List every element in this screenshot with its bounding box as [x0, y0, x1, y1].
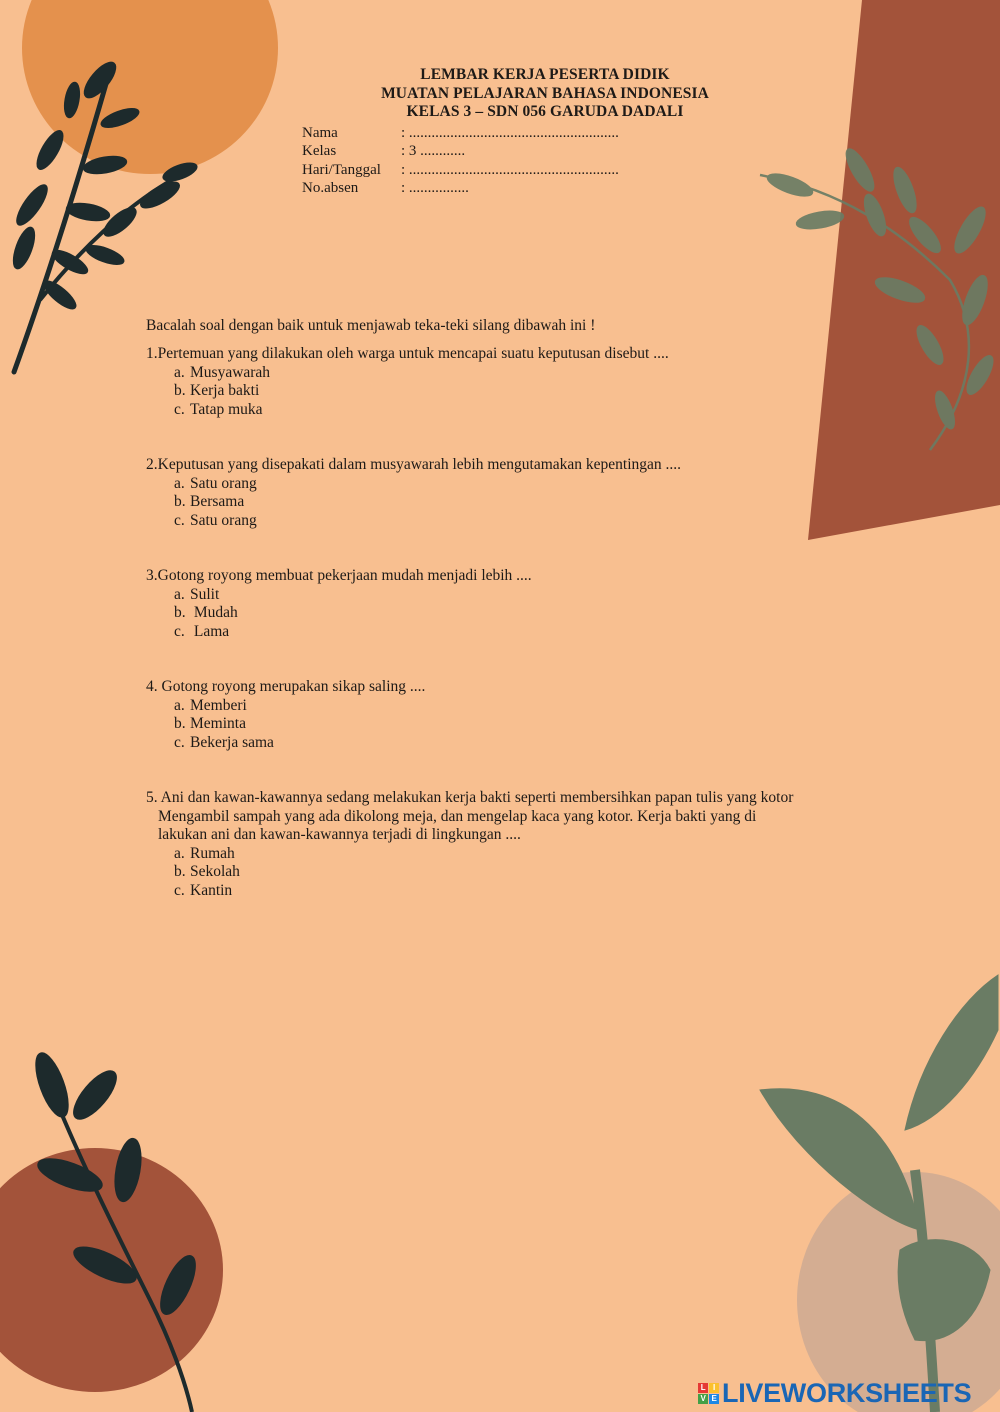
field-nama	[302, 124, 790, 143]
option-c[interactable]	[174, 401, 846, 420]
option-text: Bersama	[190, 493, 245, 510]
liveworksheets-logo-icon	[698, 1383, 719, 1404]
field-no-absen	[302, 179, 790, 198]
question-4	[146, 678, 846, 752]
option-letter: a.	[174, 474, 185, 492]
question-options	[146, 845, 846, 901]
option-c[interactable]	[174, 734, 846, 753]
header-title-line-1: LEMBAR KERJA PESERTA DIDIK	[420, 66, 670, 83]
option-letter: a.	[174, 696, 185, 714]
question-text: 3.Gotong royong membuat pekerjaan mudah menjadi lebih ....	[146, 567, 532, 584]
instruction-text: Bacalah soal dengan baik untuk menjawab teka-teki silang dibawah ini !	[146, 317, 596, 334]
option-text: Bekerja sama	[190, 733, 274, 751]
field-label: Nama	[302, 124, 338, 141]
question-3	[146, 567, 846, 641]
field-value: : ........................................................	[401, 161, 619, 178]
option-a[interactable]	[174, 475, 846, 494]
field-label: Hari/Tanggal	[302, 161, 381, 178]
option-letter: b.	[174, 715, 186, 732]
option-text: Sekolah	[190, 863, 240, 880]
option-letter: b.	[174, 863, 186, 880]
option-a[interactable]	[174, 586, 846, 605]
option-text: Kerja bakti	[190, 382, 260, 399]
student-info-fields	[302, 124, 790, 198]
option-b[interactable]	[174, 863, 846, 882]
question-2	[146, 456, 846, 530]
option-letter: c.	[174, 622, 185, 640]
question-text: 1.Pertemuan yang dilakukan oleh warga untuk mencapai suatu keputusan disebut ....	[146, 345, 669, 362]
option-c[interactable]	[174, 512, 846, 531]
option-a[interactable]	[174, 845, 846, 864]
option-letter: c.	[174, 881, 185, 899]
field-label: No.absen	[302, 180, 359, 196]
option-letter: c.	[174, 400, 185, 418]
option-letter: a.	[174, 363, 185, 381]
logo-mark-letter: L	[698, 1383, 708, 1393]
field-kelas	[302, 142, 790, 161]
option-b[interactable]	[174, 715, 846, 734]
option-letter: a.	[174, 585, 185, 603]
question-options	[146, 697, 846, 753]
question-1	[146, 345, 846, 419]
question-text-continued: lakukan ani dan kawan-kawannya terjadi di lingkungan ....	[158, 826, 521, 843]
question-options	[146, 586, 846, 642]
field-value: : ........................................................	[401, 124, 619, 141]
option-letter: c.	[174, 511, 185, 529]
liveworksheets-logo[interactable]	[698, 1378, 971, 1409]
option-c[interactable]	[174, 623, 846, 642]
option-text: Memberi	[190, 696, 247, 714]
option-text: Mudah	[190, 604, 238, 621]
option-text: Tatap muka	[190, 400, 263, 418]
option-letter: b.	[174, 493, 186, 510]
option-text: Sulit	[190, 585, 220, 603]
logo-mark-letter: V	[698, 1394, 708, 1404]
option-letter: b.	[174, 604, 186, 621]
option-text: Meminta	[190, 715, 246, 732]
worksheet-header	[300, 66, 790, 198]
question-5	[146, 789, 846, 900]
logo-mark-letter: I	[709, 1383, 719, 1393]
question-text: 4. Gotong royong merupakan sikap saling ....	[146, 678, 426, 695]
logo-mark-letter: E	[709, 1394, 719, 1404]
field-label: Kelas	[302, 143, 337, 159]
question-options	[146, 364, 846, 420]
option-b[interactable]	[174, 604, 846, 623]
option-c[interactable]	[174, 882, 846, 901]
option-text: Satu orang	[190, 511, 257, 529]
option-letter: a.	[174, 844, 185, 862]
field-value: : 3 ............	[401, 143, 466, 159]
option-text: Rumah	[190, 844, 235, 862]
field-value: : ................	[401, 180, 469, 196]
question-text-continued: Mengambil sampah yang ada dikolong meja, dan mengelap kaca yang kotor. Kerja bakti yang di	[158, 807, 757, 825]
header-title-line-2: MUATAN PELAJARAN BAHASA INDONESIA	[381, 84, 709, 102]
liveworksheets-logo-text: LIVEWORKSHEETS	[722, 1378, 972, 1408]
option-a[interactable]	[174, 697, 846, 716]
header-title-line-3: KELAS 3 – SDN 056 GARUDA DADALI	[406, 103, 684, 120]
option-text: Lama	[190, 622, 230, 640]
option-text: Kantin	[190, 881, 233, 899]
question-options	[146, 475, 846, 531]
option-b[interactable]	[174, 493, 846, 512]
option-letter: b.	[174, 382, 186, 399]
option-text: Musyawarah	[190, 363, 271, 381]
option-text: Satu orang	[190, 474, 257, 492]
field-hari-tanggal	[302, 161, 790, 180]
question-text: 5. Ani dan kawan-kawannya sedang melakukan kerja bakti seperti membersihkan papan tulis yang kotor	[146, 789, 794, 806]
option-letter: c.	[174, 733, 185, 751]
option-a[interactable]	[174, 364, 846, 383]
question-text: 2.Keputusan yang disepakati dalam musyawarah lebih mengutamakan kepentingan ....	[146, 456, 682, 473]
option-b[interactable]	[174, 382, 846, 401]
